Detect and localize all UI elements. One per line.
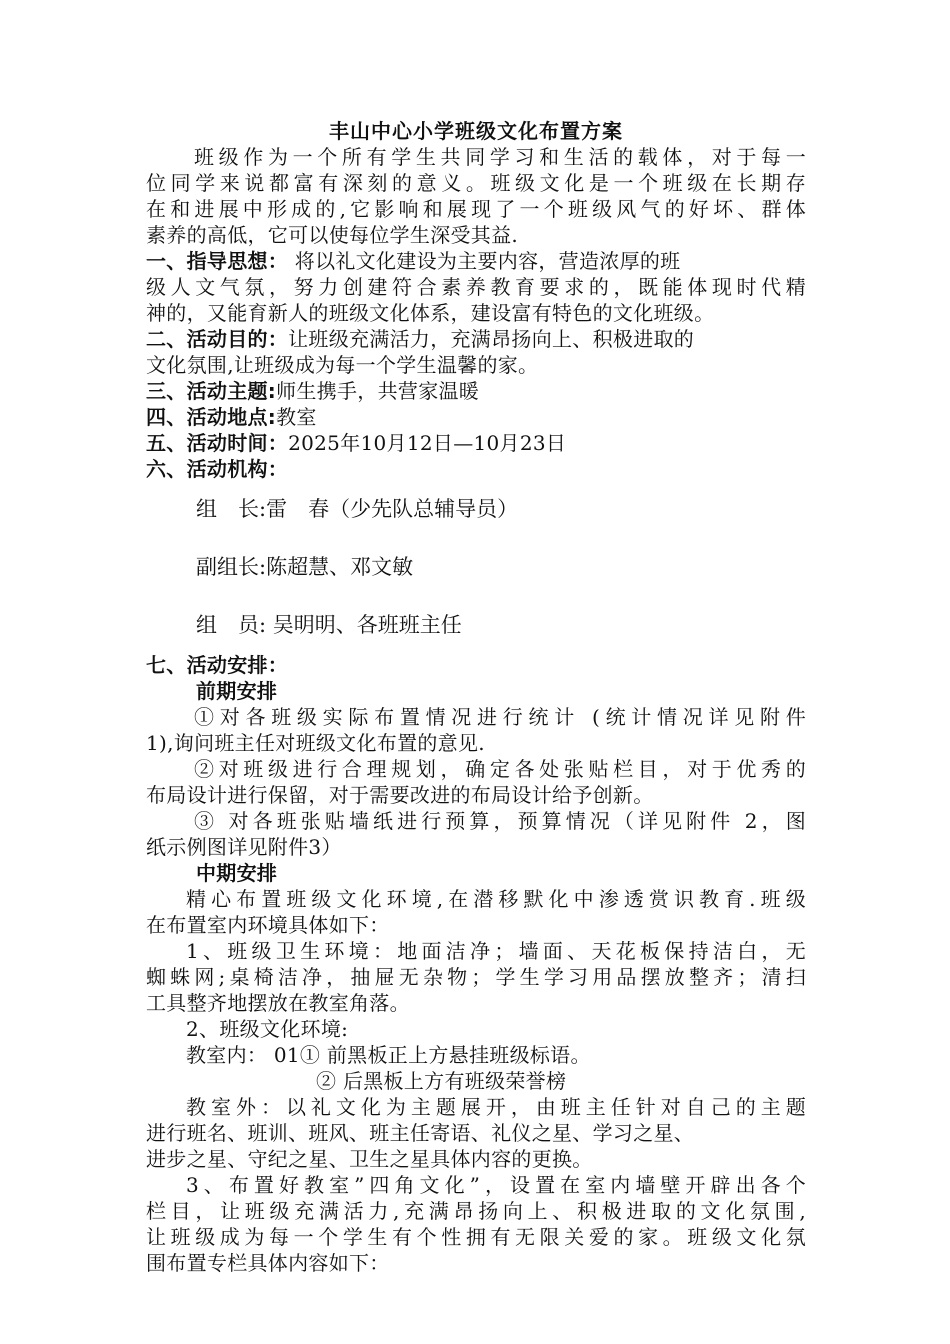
intro-line: 班级作为一个所有学生共同学习和生活的载体，对于每一 [194,145,806,169]
mid-line: 让班级成为每一个学生有个性拥有无限关爱的家。班级文化氛 [146,1225,806,1249]
section-text-line: 文化氛围,让班级成为每一个学生温馨的家。 [146,353,539,377]
section-text: 教室 [276,405,317,429]
early-line: ②对班级进行合理规划，确定各处张贴栏目，对于优秀的 [194,757,806,781]
section-heading: 七、活动安排： [146,653,289,677]
document-page [146,118,806,1276]
subsection-heading: 前期安排 [196,679,278,703]
section-location [146,404,806,430]
section-text: 2025年10月12日—10月23日 [288,431,567,455]
section-heading: 六、活动机构： [146,457,289,481]
mid-line: 进行班名、班训、班风、班主任寄语、礼仪之星、学习之星、 [146,1121,695,1145]
section-text-line: 级人文气氛，努力创建符合素养教育要求的，既能体现时代精 [146,275,806,299]
intro-line: 在和进展中形成的,它影响和展现了一个班级风气的好坏、群体 [146,197,806,221]
org-deputy: 副组长:陈超慧、邓文敏 [196,555,414,579]
section-time [146,430,806,456]
intro-line: 位同学来说都富有深刻的意义。班级文化是一个班级在长期存 [146,171,806,195]
early-line: 布局设计进行保留，对于需要改进的布局设计给予创新。 [146,783,654,807]
section-purpose [146,326,806,352]
mid-line: 教室内： 01① 前黑板正上方悬挂班级标语。 [186,1043,591,1067]
mid-line: 教室外：以礼文化为主题展开，由班主任针对自己的主题 [186,1095,806,1119]
mid-line: 精心布置班级文化环境,在潜移默化中渗透赏识教育.班级 [186,887,806,911]
org-leader: 组 长:雷 春（少先队总辅导员） [196,497,519,521]
section-text: 让班级充满活力，充满昂扬向上、积极进取的 [288,327,695,351]
document-title: 丰山中心小学班级文化布置方案 [329,119,623,143]
early-line: 纸示例图详见附件3） [146,835,342,859]
mid-line: 1、班级卫生环境：地面洁净；墙面、天花板保持洁白，无 [186,939,806,963]
mid-line: 进步之星、守纪之星、卫生之星具体内容的更换。 [146,1147,593,1171]
section-heading: 二、活动目的： [146,327,289,351]
intro-line: 素养的高低，它可以使每位学生深受其益. [146,223,519,247]
early-line: 1),询问班主任对班级文化布置的意见. [146,731,485,755]
section-text: 将以礼文化建设为主要内容，营造浓厚的班 [288,249,681,273]
section-theme [146,378,806,404]
mid-line: ② 后黑板上方有班级荣誉榜 [316,1069,567,1093]
mid-line: 栏目，让班级充满活力,充满昂扬向上、积极进取的文化氛围, [146,1199,806,1223]
org-members: 组 员: 吴明明、各班班主任 [196,613,462,637]
early-line: ③ 对各班张贴墙纸进行预算，预算情况（详见附件 2，图 [194,809,806,833]
section-text: 师生携手，共营家温暖 [276,379,480,403]
section-heading: 一、指导思想： [146,249,289,273]
subsection-heading: 中期安排 [196,861,278,885]
mid-line: 在布置室内环境具体如下： [146,913,390,937]
mid-line: 蜘蛛网;桌椅洁净，抽屉无杂物；学生学习用品摆放整齐；清扫 [146,965,806,989]
mid-line: 围布置专栏具体内容如下： [146,1251,390,1275]
section-guiding [146,248,806,274]
early-line: ①对各班级实际布置情况进行统计 (统计情况详见附件 [194,705,806,729]
mid-line: 3、布置好教室”四角文化”，设置在室内墙壁开辟出各个 [186,1173,806,1197]
section-text-line: 神的，又能育新人的班级文化体系，建设富有特色的文化班级。 [146,301,715,325]
mid-line: 2、班级文化环境: [186,1017,349,1041]
section-heading: 三、活动主题: [146,379,277,403]
section-organization [146,456,806,482]
section-heading: 五、活动时间： [146,431,289,455]
section-heading: 四、活动地点: [146,405,277,429]
mid-line: 工具整齐地摆放在教室角落。 [146,991,410,1015]
